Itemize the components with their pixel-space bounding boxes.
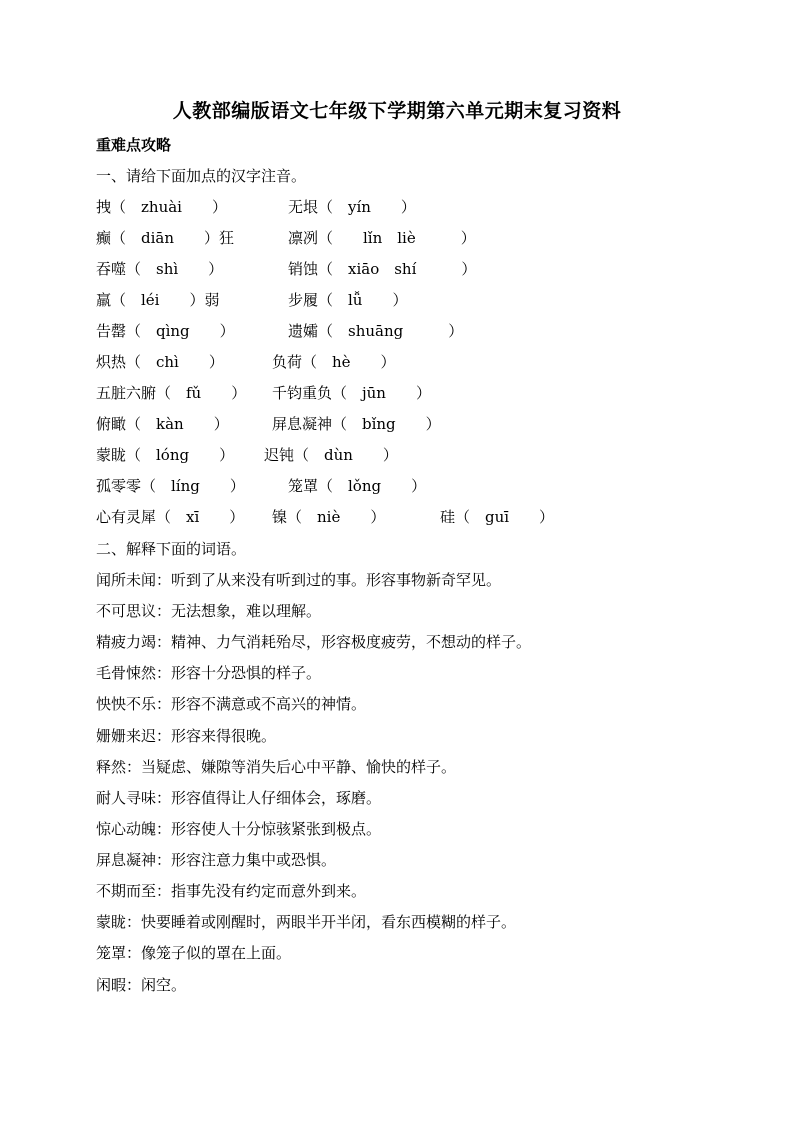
definition-line: 笼罩：像笼子似的罩在上面。	[96, 944, 292, 962]
definition-line: 耐人寻味：形容值得让人仔细体会，琢磨。	[96, 789, 382, 807]
definition-line: 惊心动魄：形容使人十分惊骇紧张到极点。	[96, 820, 382, 838]
pinyin-item: 炽热（ chì ）	[96, 353, 224, 371]
pinyin-item: 羸（ léi ）弱	[96, 291, 220, 309]
pinyin-item: 遗孀（ shuāng ）	[288, 322, 464, 340]
definition-line: 释然：当疑虑、嫌隙等消失后心中平静、愉快的样子。	[96, 758, 457, 776]
definition-line: 闲暇：闲空。	[96, 976, 187, 994]
subtitle: 重难点攻略	[96, 136, 172, 154]
definition-line: 不期而至：指事先没有约定而意外到来。	[96, 882, 367, 900]
pinyin-item: 拽（ zhuài ）	[96, 198, 227, 216]
pinyin-item: 迟钝（ dùn ）	[264, 446, 398, 464]
pinyin-item: 告罄（ qìng ）	[96, 322, 235, 340]
pinyin-item: 心有灵犀（ xī ）	[96, 508, 245, 526]
pinyin-item: 千钧重负（ jūn ）	[272, 384, 431, 402]
pinyin-item: 负荷（ hè ）	[272, 353, 396, 371]
pinyin-item: 癫（ diān ）狂	[96, 229, 235, 247]
pinyin-item: 吞噬（ shì ）	[96, 260, 224, 278]
definition-line: 精疲力竭：精神、力气消耗殆尽，形容极度疲劳，不想动的样子。	[96, 633, 532, 651]
pinyin-item: 销蚀（ xiāo shí ）	[288, 260, 477, 278]
pinyin-item: 无垠（ yín ）	[288, 198, 416, 216]
section1-heading: 一、请给下面加点的汉字注音。	[96, 167, 307, 185]
section2-heading: 二、解释下面的词语。	[96, 540, 247, 558]
pinyin-item: 俯瞰（ kàn ）	[96, 415, 229, 433]
pinyin-item: 步履（ lǚ ）	[288, 291, 408, 309]
definition-line: 姗姗来迟：形容来得很晚。	[96, 727, 277, 745]
pinyin-item: 五脏六腑（ fǔ ）	[96, 384, 247, 402]
definition-line: 毛骨悚然：形容十分恐惧的样子。	[96, 664, 322, 682]
pinyin-item: 笼罩（ lǒng ）	[288, 477, 427, 495]
pinyin-item: 蒙眬（ lóng ）	[96, 446, 235, 464]
pinyin-item: 孤零零（ líng ）	[96, 477, 245, 495]
pinyin-item: 凛冽（ lǐn liè ）	[288, 229, 476, 247]
definition-line: 不可思议：无法想象，难以理解。	[96, 602, 322, 620]
definition-line: 蒙眬：快要睡着或刚醒时，两眼半开半闭，看东西模糊的样子。	[96, 913, 517, 931]
definition-line: 屏息凝神：形容注意力集中或恐惧。	[96, 851, 337, 869]
pinyin-item: 硅（ guī ）	[440, 508, 555, 526]
document-title: 人教部编版语文七年级下学期第六单元期末复习资料	[172, 100, 622, 122]
pinyin-item: 镍（ niè ）	[272, 508, 386, 526]
definition-line: 怏怏不乐：形容不满意或不高兴的神情。	[96, 695, 367, 713]
definition-line: 闻所未闻：听到了从来没有听到过的事。形容事物新奇罕见。	[96, 571, 502, 589]
pinyin-item: 屏息凝神（ bǐng ）	[272, 415, 441, 433]
